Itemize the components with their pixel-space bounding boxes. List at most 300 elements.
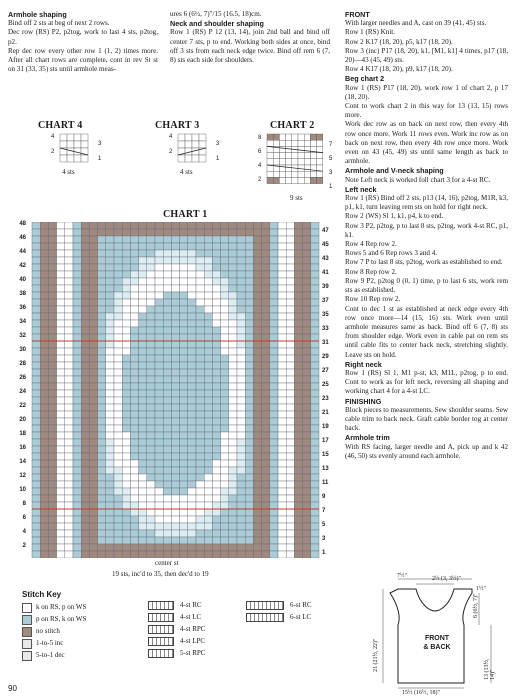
chart-cell bbox=[311, 222, 319, 229]
chart-cell bbox=[221, 495, 229, 502]
chart-cell bbox=[311, 250, 319, 257]
chart-cell bbox=[303, 222, 311, 229]
chart-cell bbox=[303, 544, 311, 551]
chart-cell bbox=[204, 313, 212, 320]
chart-cell bbox=[178, 141, 185, 148]
chart-cell bbox=[163, 355, 171, 362]
chart-cell bbox=[237, 530, 245, 537]
chart-cell bbox=[73, 509, 81, 516]
chart-cell bbox=[253, 523, 261, 530]
chart-cell bbox=[279, 146, 285, 152]
chart-cell bbox=[199, 134, 206, 141]
chart-cell bbox=[298, 165, 304, 171]
chart-cell bbox=[57, 355, 65, 362]
chart-cell bbox=[196, 250, 204, 257]
chart-cell bbox=[196, 299, 204, 306]
chart-cell bbox=[40, 467, 48, 474]
chart-cell bbox=[114, 271, 122, 278]
chart-cell bbox=[122, 481, 130, 488]
chart-cell bbox=[245, 502, 253, 509]
chart-cell bbox=[40, 264, 48, 271]
chart-cell bbox=[81, 327, 89, 334]
chart-cell bbox=[253, 411, 261, 418]
chart-cell bbox=[171, 341, 179, 348]
chart-cell bbox=[155, 488, 163, 495]
chart-cell bbox=[57, 229, 65, 236]
chart-cell bbox=[229, 257, 237, 264]
chart-cell bbox=[294, 313, 302, 320]
chart2-grid bbox=[266, 133, 326, 189]
chart-cell bbox=[48, 257, 56, 264]
chart-cell bbox=[163, 327, 171, 334]
schematic-armhole-depth: 6 (6½, 7)" bbox=[473, 593, 479, 618]
chart-cell bbox=[81, 243, 89, 250]
front-p12: Row 3 P2, p2tog, p to last 8 sts, p2tog, work 4-st RC, p1, k1. bbox=[345, 221, 508, 239]
chart-cell bbox=[147, 495, 155, 502]
chart-cell bbox=[65, 313, 73, 320]
chart-cell bbox=[221, 530, 229, 537]
chart-cell bbox=[89, 460, 97, 467]
chart-cell bbox=[89, 222, 97, 229]
chart-cell bbox=[278, 460, 286, 467]
chart-cell bbox=[155, 502, 163, 509]
chart-cell bbox=[155, 320, 163, 327]
chart-cell bbox=[81, 292, 89, 299]
chart-cell bbox=[48, 299, 56, 306]
chart-cell bbox=[147, 362, 155, 369]
chart-cell bbox=[89, 383, 97, 390]
chart-cell bbox=[73, 544, 81, 551]
chart-cell bbox=[139, 243, 147, 250]
chart-cell bbox=[122, 502, 130, 509]
chart-cell bbox=[310, 171, 316, 177]
chart-cell bbox=[262, 292, 270, 299]
chart-cell bbox=[229, 467, 237, 474]
chart-cell bbox=[286, 264, 294, 271]
chart-cell bbox=[155, 271, 163, 278]
front-p3: Row 2 K17 (18, 20), p5, k17 (18, 20). bbox=[345, 37, 453, 46]
chart-cell bbox=[180, 544, 188, 551]
chart-cell bbox=[221, 544, 229, 551]
chart-cell bbox=[270, 411, 278, 418]
chart-cell bbox=[98, 502, 106, 509]
chart-cell bbox=[196, 530, 204, 537]
chart-cell bbox=[196, 376, 204, 383]
chart-cell bbox=[221, 278, 229, 285]
chart-cell bbox=[130, 425, 138, 432]
chart-cell bbox=[48, 320, 56, 327]
chart-cell bbox=[180, 481, 188, 488]
chart-cell bbox=[229, 306, 237, 313]
chart-cell bbox=[106, 306, 114, 313]
chart-cell bbox=[147, 474, 155, 481]
chart-cell bbox=[147, 299, 155, 306]
chart-cell bbox=[278, 292, 286, 299]
chart-cell bbox=[262, 334, 270, 341]
chart-cell bbox=[180, 411, 188, 418]
chart-cell bbox=[89, 523, 97, 530]
chart-cell bbox=[122, 257, 130, 264]
chart-cell bbox=[229, 348, 237, 355]
chart-cell bbox=[155, 544, 163, 551]
chart-cell bbox=[32, 495, 40, 502]
chart-cell bbox=[65, 453, 73, 460]
chart-cell bbox=[311, 327, 319, 334]
chart-cell bbox=[245, 313, 253, 320]
chart-cell bbox=[98, 271, 106, 278]
page-number: 90 bbox=[8, 684, 17, 693]
cable-swatch bbox=[148, 601, 174, 610]
chart-cell bbox=[163, 222, 171, 229]
chart-cell bbox=[212, 411, 220, 418]
chart-cell bbox=[171, 369, 179, 376]
chart-cell bbox=[204, 285, 212, 292]
chart-cell bbox=[245, 348, 253, 355]
chart-cell bbox=[294, 467, 302, 474]
chart-cell bbox=[237, 285, 245, 292]
chart-cell bbox=[147, 432, 155, 439]
chart-cell bbox=[221, 383, 229, 390]
chart-cell bbox=[278, 264, 286, 271]
chart-cell bbox=[204, 341, 212, 348]
chart-cell bbox=[89, 236, 97, 243]
chart-cell bbox=[98, 390, 106, 397]
chart-cell bbox=[171, 418, 179, 425]
chart-cell bbox=[303, 390, 311, 397]
chart-cell bbox=[188, 481, 196, 488]
chart-cell bbox=[57, 320, 65, 327]
chart-cell bbox=[253, 285, 261, 292]
chart-cell bbox=[229, 313, 237, 320]
chart-cell bbox=[303, 516, 311, 523]
chart-cell bbox=[245, 446, 253, 453]
chart-cell bbox=[221, 334, 229, 341]
chart-cell bbox=[171, 488, 179, 495]
chart-cell bbox=[163, 439, 171, 446]
chart-cell bbox=[278, 313, 286, 320]
chart-cell bbox=[65, 467, 73, 474]
chart-cell bbox=[286, 495, 294, 502]
chart-cell bbox=[89, 495, 97, 502]
chart-cell bbox=[212, 250, 220, 257]
chart-cell bbox=[122, 474, 130, 481]
chart-cell bbox=[57, 313, 65, 320]
chart-cell bbox=[89, 264, 97, 271]
chart-cell bbox=[221, 502, 229, 509]
chart-cell bbox=[106, 292, 114, 299]
chart-cell bbox=[60, 155, 67, 162]
chart-cell bbox=[155, 264, 163, 271]
chart-cell bbox=[294, 488, 302, 495]
chart-cell bbox=[204, 467, 212, 474]
chart-cell bbox=[229, 530, 237, 537]
chart-cell bbox=[196, 257, 204, 264]
chart1-row-label: 40 bbox=[19, 277, 26, 283]
chart-cell bbox=[237, 355, 245, 362]
chart-cell bbox=[155, 222, 163, 229]
chart-cell bbox=[245, 320, 253, 327]
chart-cell bbox=[139, 341, 147, 348]
chart-cell bbox=[278, 285, 286, 292]
chart-cell bbox=[122, 418, 130, 425]
chart-cell bbox=[147, 481, 155, 488]
chart-cell bbox=[204, 495, 212, 502]
chart-cell bbox=[278, 390, 286, 397]
chart-cell bbox=[253, 236, 261, 243]
chart-cell bbox=[294, 474, 302, 481]
chart-cell bbox=[57, 411, 65, 418]
chart-cell bbox=[89, 453, 97, 460]
stitch-key-cables-b bbox=[246, 599, 312, 623]
chart-cell bbox=[65, 285, 73, 292]
chart-cell bbox=[304, 140, 310, 146]
chart-cell bbox=[106, 348, 114, 355]
chart1-row-label: 31 bbox=[322, 340, 329, 346]
chart-cell bbox=[114, 467, 122, 474]
chart-cell bbox=[147, 439, 155, 446]
chart-cell bbox=[122, 334, 130, 341]
chart-cell bbox=[65, 390, 73, 397]
chart-cell bbox=[245, 411, 253, 418]
cable-key-label: 4-st RPC bbox=[180, 625, 206, 633]
cable-swatch bbox=[148, 637, 174, 646]
chart-cell bbox=[180, 250, 188, 257]
chart-cell bbox=[81, 446, 89, 453]
chart-cell bbox=[253, 544, 261, 551]
chart-cell bbox=[229, 222, 237, 229]
chart-cell bbox=[163, 334, 171, 341]
chart-cell bbox=[212, 446, 220, 453]
chart-cell bbox=[98, 418, 106, 425]
chart-cell bbox=[253, 481, 261, 488]
chart-cell bbox=[106, 523, 114, 530]
chart-cell bbox=[253, 243, 261, 250]
chart-cell bbox=[40, 229, 48, 236]
chart-cell bbox=[122, 467, 130, 474]
chart-cell bbox=[303, 264, 311, 271]
chart1-row-label: 30 bbox=[19, 347, 26, 353]
front-instructions bbox=[345, 10, 508, 461]
chart-cell bbox=[286, 334, 294, 341]
chart-cell bbox=[98, 257, 106, 264]
chart-cell bbox=[253, 446, 261, 453]
chart-cell bbox=[130, 439, 138, 446]
chart-cell bbox=[32, 467, 40, 474]
chart-cell bbox=[81, 404, 89, 411]
chart-cell bbox=[171, 299, 179, 306]
chart-cell bbox=[81, 222, 89, 229]
chart-cell bbox=[196, 411, 204, 418]
chart-cell bbox=[317, 159, 323, 165]
chart-cell bbox=[122, 271, 130, 278]
chart-cell bbox=[57, 250, 65, 257]
chart-cell bbox=[106, 460, 114, 467]
chart-cell bbox=[279, 177, 285, 183]
cable-swatch bbox=[246, 601, 284, 610]
chart-cell bbox=[196, 537, 204, 544]
chart-cell bbox=[270, 250, 278, 257]
chart-cell bbox=[147, 306, 155, 313]
chart-cell bbox=[311, 502, 319, 509]
chart-cell bbox=[171, 544, 179, 551]
chart-cell bbox=[106, 439, 114, 446]
chart-cell bbox=[139, 236, 147, 243]
chart-cell bbox=[204, 425, 212, 432]
chart-cell bbox=[57, 474, 65, 481]
chart-cell bbox=[294, 348, 302, 355]
chart-cell bbox=[204, 481, 212, 488]
chart-cell bbox=[303, 551, 311, 558]
chart-cell bbox=[262, 355, 270, 362]
chart-cell bbox=[212, 460, 220, 467]
chart-cell bbox=[73, 516, 81, 523]
stitch-key-label: 1-to-5 inc bbox=[36, 639, 64, 648]
chart-cell bbox=[262, 467, 270, 474]
chart1-center-label: center st bbox=[155, 559, 179, 567]
chart-cell bbox=[65, 355, 73, 362]
chart-cell bbox=[188, 285, 196, 292]
chart-cell bbox=[139, 502, 147, 509]
chart-cell bbox=[245, 376, 253, 383]
chart-cell bbox=[204, 236, 212, 243]
chart-cell bbox=[32, 355, 40, 362]
chart-cell bbox=[122, 250, 130, 257]
chart-cell bbox=[139, 250, 147, 257]
chart-cell bbox=[122, 523, 130, 530]
chart-cell bbox=[155, 348, 163, 355]
chart-cell bbox=[262, 327, 270, 334]
stitch-swatch bbox=[22, 639, 32, 649]
chart-cell bbox=[188, 544, 196, 551]
chart-cell bbox=[237, 369, 245, 376]
cable-key-label: 4-st LC bbox=[180, 613, 202, 621]
chart-cell bbox=[171, 257, 179, 264]
chart-cell bbox=[294, 383, 302, 390]
schematic-bottom-width: 15½ (16½, 18)" bbox=[402, 690, 440, 696]
chart-cell bbox=[278, 551, 286, 558]
chart-cell bbox=[171, 278, 179, 285]
chart-cell bbox=[40, 285, 48, 292]
chart-cell bbox=[180, 306, 188, 313]
chart-cell bbox=[317, 140, 323, 146]
chart1-row-label: 46 bbox=[19, 235, 26, 241]
chart-cell bbox=[98, 250, 106, 257]
chart-cell bbox=[89, 432, 97, 439]
chart-cell bbox=[65, 474, 73, 481]
chart-cell bbox=[155, 369, 163, 376]
chart-cell bbox=[139, 390, 147, 397]
chart-cell bbox=[114, 229, 122, 236]
chart-cell bbox=[229, 243, 237, 250]
chart-cell bbox=[294, 341, 302, 348]
chart-cell bbox=[298, 146, 304, 152]
chart-cell bbox=[32, 481, 40, 488]
chart-cell bbox=[229, 439, 237, 446]
chart-cell bbox=[40, 341, 48, 348]
chart-cell bbox=[180, 257, 188, 264]
chart-cell bbox=[155, 425, 163, 432]
chart-cell bbox=[163, 299, 171, 306]
chart-cell bbox=[270, 229, 278, 236]
chart-cell bbox=[171, 390, 179, 397]
chart-cell bbox=[130, 278, 138, 285]
chart-cell bbox=[89, 278, 97, 285]
chart-cell bbox=[40, 222, 48, 229]
chart-cell bbox=[130, 257, 138, 264]
chart-cell bbox=[73, 390, 81, 397]
chart-cell bbox=[253, 222, 261, 229]
chart-cell bbox=[311, 299, 319, 306]
chart-cell bbox=[204, 523, 212, 530]
chart-cell bbox=[114, 383, 122, 390]
chart-cell bbox=[229, 383, 237, 390]
stitch-swatch bbox=[22, 615, 32, 625]
chart-cell bbox=[212, 495, 220, 502]
chart-cell bbox=[73, 418, 81, 425]
chart-cell bbox=[245, 418, 253, 425]
chart-cell bbox=[286, 537, 294, 544]
chart-cell bbox=[286, 250, 294, 257]
chart-cell bbox=[188, 537, 196, 544]
stitch-swatch bbox=[22, 603, 32, 613]
neck-shoulder-section bbox=[170, 10, 330, 65]
chart-cell bbox=[122, 362, 130, 369]
chart-cell bbox=[245, 544, 253, 551]
chart-cell bbox=[155, 306, 163, 313]
chart1-row-label: 21 bbox=[322, 410, 329, 416]
chart-cell bbox=[48, 292, 56, 299]
chart-cell bbox=[245, 383, 253, 390]
chart-cell bbox=[245, 222, 253, 229]
chart-cell bbox=[237, 551, 245, 558]
chart-cell bbox=[178, 155, 185, 162]
chart-cell bbox=[130, 488, 138, 495]
chart1-row-label: 4 bbox=[22, 529, 26, 535]
chart-cell bbox=[65, 460, 73, 467]
chart-cell bbox=[196, 397, 204, 404]
chart-cell bbox=[229, 376, 237, 383]
chart-cell bbox=[73, 299, 81, 306]
chart-cell bbox=[114, 530, 122, 537]
chart-cell bbox=[192, 141, 199, 148]
chart-cell bbox=[237, 327, 245, 334]
chart-cell bbox=[40, 334, 48, 341]
chart-cell bbox=[245, 278, 253, 285]
chart-cell bbox=[40, 523, 48, 530]
chart-cell bbox=[122, 516, 130, 523]
chart-cell bbox=[155, 439, 163, 446]
chart-cell bbox=[294, 250, 302, 257]
chart1-row-label: 26 bbox=[19, 375, 26, 381]
chart-cell bbox=[180, 222, 188, 229]
chart-cell bbox=[253, 432, 261, 439]
chart-cell bbox=[303, 327, 311, 334]
chart-cell bbox=[253, 376, 261, 383]
chart-cell bbox=[114, 313, 122, 320]
chart-cell bbox=[303, 467, 311, 474]
stitch-key-label: no stitch bbox=[36, 627, 60, 636]
chart-cell bbox=[40, 474, 48, 481]
chart-cell bbox=[122, 278, 130, 285]
chart-cell bbox=[40, 411, 48, 418]
chart2-row3: 3 bbox=[329, 170, 333, 176]
chart-cell bbox=[98, 537, 106, 544]
chart-cell bbox=[253, 341, 261, 348]
chart-cell bbox=[114, 222, 122, 229]
chart-cell bbox=[32, 544, 40, 551]
chart-cell bbox=[155, 313, 163, 320]
chart-cell bbox=[212, 320, 220, 327]
